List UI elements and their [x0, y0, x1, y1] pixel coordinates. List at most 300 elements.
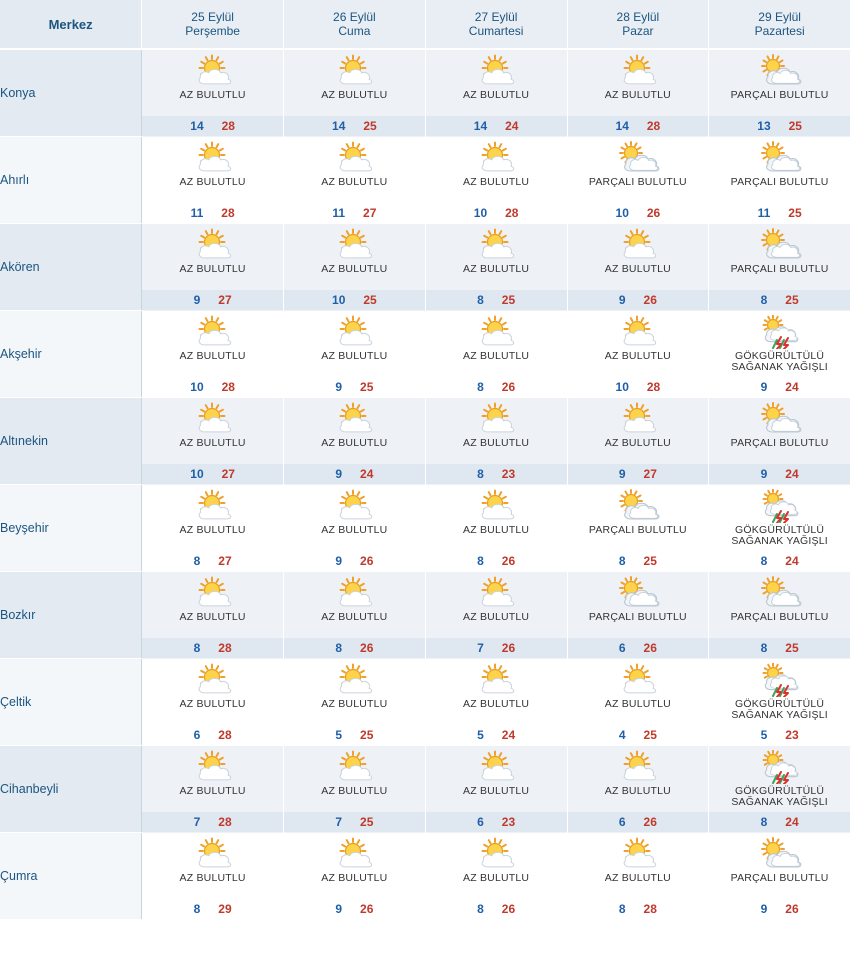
temperature-range — [426, 638, 567, 658]
temperature-range — [709, 812, 850, 832]
weather-description: AZ BULUTLU — [321, 175, 388, 188]
weather-description: AZ BULUTLU — [321, 89, 388, 101]
weather-description: PARÇALI BULUTLU — [730, 610, 829, 623]
forecast-cell-content — [284, 746, 425, 832]
forecast-cell-content — [568, 572, 709, 658]
forecast-cell-content — [426, 224, 567, 310]
temperature-range — [568, 203, 709, 223]
min-temperature: 9 — [760, 901, 768, 916]
temperature-range — [709, 899, 850, 919]
weather-description: AZ BULUTLU — [604, 349, 671, 362]
forecast-cell — [709, 311, 851, 398]
weather-description: AZ BULUTLU — [604, 871, 671, 884]
forecast-cell — [709, 224, 851, 311]
city-name-cell[interactable]: Çumra — [0, 833, 142, 920]
forecast-cell — [567, 137, 709, 224]
temperature-range — [284, 377, 425, 397]
sun-behind-small-cloud-icon — [190, 141, 236, 175]
sun-behind-small-cloud-icon — [473, 489, 519, 523]
forecast-cell — [284, 137, 426, 224]
sun-behind-small-cloud-icon — [190, 402, 236, 436]
max-temperature: 27 — [221, 466, 235, 481]
weather-description: AZ BULUTLU — [604, 89, 671, 101]
max-temperature: 25 — [360, 727, 374, 742]
forecast-cell-content — [284, 659, 425, 745]
min-temperature: 7 — [193, 814, 201, 829]
min-temperature: 10 — [615, 379, 629, 394]
sun-behind-cloud-icon — [757, 228, 803, 262]
weather-description: AZ BULUTLU — [463, 436, 530, 449]
sun-behind-small-cloud-icon — [615, 402, 661, 436]
forecast-cell — [425, 398, 567, 485]
min-temperature: 11 — [757, 205, 771, 220]
max-temperature: 26 — [360, 901, 374, 916]
forecast-cell — [567, 746, 709, 833]
forecast-cell-content — [142, 311, 283, 397]
temperature-range — [142, 638, 283, 658]
max-temperature: 25 — [363, 292, 377, 307]
weather-description: AZ BULUTLU — [463, 175, 530, 188]
max-temperature: 24 — [505, 119, 519, 133]
min-temperature: 14 — [190, 119, 204, 133]
sun-behind-small-cloud-icon — [331, 402, 377, 436]
temperature-range — [709, 203, 850, 223]
forecast-cell-content — [709, 224, 850, 310]
forecast-cell-content — [142, 485, 283, 571]
max-temperature: 24 — [360, 466, 374, 481]
max-temperature: 27 — [218, 292, 232, 307]
max-temperature: 28 — [218, 640, 232, 655]
sun-behind-small-cloud-icon — [473, 576, 519, 610]
sun-behind-small-cloud-icon — [331, 54, 377, 88]
temperature-range — [568, 899, 709, 919]
weather-description: AZ BULUTLU — [179, 610, 246, 623]
table-row — [0, 746, 851, 833]
temperature-range — [568, 116, 709, 136]
max-temperature: 28 — [221, 379, 235, 394]
forecast-cell — [142, 572, 284, 659]
weather-description: AZ BULUTLU — [179, 871, 246, 884]
weather-description: AZ BULUTLU — [463, 349, 530, 362]
weather-description: AZ BULUTLU — [604, 784, 671, 797]
sun-behind-small-cloud-icon — [190, 663, 236, 697]
forecast-cell-content — [709, 137, 850, 223]
table-row — [0, 398, 851, 485]
header-day-4 — [709, 0, 851, 49]
temperature-range — [709, 551, 850, 571]
min-temperature: 9 — [760, 379, 768, 394]
table-row — [0, 311, 851, 398]
min-temperature: 9 — [618, 292, 626, 307]
table-row — [0, 49, 851, 137]
sun-behind-small-cloud-icon — [331, 750, 377, 784]
sun-behind-small-cloud-icon — [331, 141, 377, 175]
min-temperature: 11 — [190, 205, 204, 220]
table-row — [0, 833, 851, 920]
forecast-cell — [142, 833, 284, 920]
weather-description: PARÇALI BULUTLU — [730, 175, 829, 188]
forecast-cell-content — [709, 833, 850, 919]
min-temperature: 8 — [618, 901, 626, 916]
weather-description: AZ BULUTLU — [463, 784, 530, 797]
city-name-cell[interactable]: Konya — [0, 49, 142, 137]
max-temperature: 28 — [646, 379, 661, 394]
min-temperature: 5 — [335, 727, 343, 742]
weather-description: AZ BULUTLU — [321, 262, 388, 275]
forecast-cell-content — [568, 833, 709, 919]
header-day-date: 29 Eylül — [758, 10, 801, 24]
temperature-range — [568, 464, 709, 484]
city-name-cell[interactable]: Ahırlı — [0, 137, 142, 224]
sun-behind-cloud-icon — [757, 576, 803, 610]
max-temperature: 25 — [360, 814, 374, 829]
max-temperature: 28 — [505, 205, 519, 220]
forecast-cell-content — [709, 572, 850, 658]
forecast-cell — [567, 224, 709, 311]
table-row — [0, 659, 851, 746]
forecast-cell-content — [426, 311, 567, 397]
min-temperature: 5 — [477, 727, 484, 742]
sun-behind-small-cloud-icon — [190, 576, 236, 610]
temperature-range — [568, 638, 709, 658]
temperature-range — [426, 725, 567, 745]
temperature-range — [709, 290, 850, 310]
forecast-cell-content — [142, 572, 283, 658]
weather-description: AZ BULUTLU — [179, 349, 246, 362]
weather-description: AZ BULUTLU — [179, 262, 246, 275]
weather-description: AZ BULUTLU — [463, 697, 530, 710]
sun-behind-small-cloud-icon — [615, 54, 661, 88]
weather-description: GÖKGÜRÜLTÜLÜ SAĞANAK YAĞIŞLI — [731, 784, 828, 808]
temperature-range — [284, 290, 425, 310]
header-day-1 — [284, 0, 426, 49]
weather-description: AZ BULUTLU — [463, 610, 530, 623]
weather-description: GÖKGÜRÜLTÜLÜ SAĞANAK YAĞIŞLI — [731, 697, 828, 721]
temperature-range — [426, 464, 567, 484]
forecast-cell — [284, 659, 426, 746]
sun-behind-small-cloud-icon — [190, 315, 236, 349]
sun-behind-cloud-icon — [757, 54, 803, 88]
forecast-cell — [709, 833, 851, 920]
header-day-date: 28 Eylül — [616, 10, 660, 24]
forecast-cell — [142, 398, 284, 485]
max-temperature: 23 — [501, 466, 516, 481]
max-temperature: 26 — [360, 553, 374, 568]
sun-behind-small-cloud-icon — [473, 141, 519, 175]
min-temperature: 8 — [760, 640, 768, 655]
sun-behind-small-cloud-icon — [190, 489, 236, 523]
temperature-range — [568, 551, 709, 571]
table-row — [0, 137, 851, 224]
forecast-cell — [142, 49, 284, 137]
weather-description: AZ BULUTLU — [604, 262, 671, 275]
temperature-range — [284, 464, 425, 484]
forecast-cell-content — [568, 659, 709, 745]
forecast-cell-content — [284, 137, 425, 223]
max-temperature: 26 — [501, 640, 516, 655]
forecast-cell — [425, 746, 567, 833]
forecast-cell — [284, 398, 426, 485]
max-temperature: 25 — [643, 727, 657, 742]
min-temperature: 9 — [760, 466, 768, 481]
min-temperature: 8 — [477, 901, 484, 916]
min-temperature: 8 — [760, 292, 768, 307]
temperature-range — [426, 290, 567, 310]
sun-behind-small-cloud-icon — [331, 576, 377, 610]
forecast-cell-content — [426, 398, 567, 484]
sun-behind-cloud-icon — [615, 489, 661, 523]
header-day-dow: Cumartesi — [468, 24, 524, 38]
forecast-cell-content — [284, 311, 425, 397]
city-name-cell[interactable]: Akören — [0, 224, 142, 311]
temperature-range — [426, 203, 567, 223]
forecast-cell-content — [426, 833, 567, 919]
temperature-range — [284, 725, 425, 745]
max-temperature: 27 — [643, 466, 657, 481]
thunderstorm-shower-icon — [757, 750, 803, 784]
weather-description: AZ BULUTLU — [179, 175, 246, 188]
temperature-range — [426, 116, 567, 136]
max-temperature: 27 — [363, 205, 377, 220]
forecast-cell-content — [709, 746, 850, 832]
min-temperature: 14 — [615, 119, 629, 133]
city-name-cell[interactable]: Akşehir — [0, 311, 142, 398]
min-temperature: 7 — [477, 640, 484, 655]
header-day-dow: Pazar — [622, 24, 654, 38]
forecast-cell — [709, 49, 851, 137]
max-temperature: 26 — [501, 901, 516, 916]
min-temperature: 8 — [477, 553, 484, 568]
max-temperature: 26 — [643, 814, 657, 829]
city-name-cell[interactable]: Beyşehir — [0, 485, 142, 572]
sun-behind-small-cloud-icon — [190, 750, 236, 784]
sun-behind-cloud-icon — [615, 576, 661, 610]
city-name-cell[interactable]: Bozkır — [0, 572, 142, 659]
min-temperature: 7 — [335, 814, 343, 829]
sun-behind-small-cloud-icon — [473, 315, 519, 349]
forecast-cell — [567, 49, 709, 137]
max-temperature: 25 — [363, 119, 377, 133]
weather-description: AZ BULUTLU — [321, 784, 388, 797]
weather-description: AZ BULUTLU — [321, 610, 388, 623]
header-day-dow: Pazartesi — [754, 24, 805, 38]
forecast-cell-content — [568, 137, 709, 223]
min-temperature: 13 — [757, 119, 771, 133]
weather-description: AZ BULUTLU — [321, 349, 388, 362]
max-temperature: 27 — [218, 553, 232, 568]
temperature-range — [426, 377, 567, 397]
max-temperature: 25 — [360, 379, 374, 394]
weather-description: PARÇALI BULUTLU — [730, 436, 829, 449]
weather-description: PARÇALI BULUTLU — [588, 523, 687, 536]
forecast-cell-content — [426, 485, 567, 571]
max-temperature: 26 — [643, 640, 657, 655]
sun-behind-small-cloud-icon — [331, 315, 377, 349]
min-temperature: 5 — [760, 727, 768, 742]
weather-description: PARÇALI BULUTLU — [588, 175, 687, 188]
sun-behind-small-cloud-icon — [190, 837, 236, 871]
weather-description: PARÇALI BULUTLU — [730, 89, 829, 101]
header-day-3 — [567, 0, 709, 49]
forecast-cell-content — [568, 50, 709, 136]
sun-behind-cloud-icon — [757, 141, 803, 175]
max-temperature: 26 — [646, 205, 661, 220]
sun-behind-small-cloud-icon — [190, 228, 236, 262]
forecast-cell-content — [568, 746, 709, 832]
city-name-cell[interactable]: Cihanbeyli — [0, 746, 142, 833]
max-temperature: 26 — [643, 292, 657, 307]
header-day-date: 26 Eylül — [333, 10, 376, 24]
sun-behind-small-cloud-icon — [331, 228, 377, 262]
max-temperature: 25 — [643, 553, 657, 568]
weather-description: GÖKGÜRÜLTÜLÜ SAĞANAK YAĞIŞLI — [731, 523, 828, 547]
min-temperature: 6 — [193, 727, 201, 742]
forecast-cell — [567, 485, 709, 572]
temperature-range — [142, 203, 283, 223]
forecast-cell — [425, 311, 567, 398]
temperature-range — [426, 899, 567, 919]
weather-description: AZ BULUTLU — [463, 262, 530, 275]
sun-behind-small-cloud-icon — [473, 228, 519, 262]
min-temperature: 8 — [618, 553, 626, 568]
temperature-range — [142, 551, 283, 571]
forecast-cell-content — [568, 311, 709, 397]
forecast-cell — [284, 49, 426, 137]
forecast-cell — [425, 485, 567, 572]
header-row — [0, 0, 851, 49]
min-temperature: 8 — [477, 379, 484, 394]
min-temperature: 9 — [335, 901, 343, 916]
sun-behind-small-cloud-icon — [473, 54, 519, 88]
min-temperature: 8 — [193, 640, 201, 655]
temperature-range — [284, 899, 425, 919]
weather-description: AZ BULUTLU — [604, 436, 671, 449]
forecast-cell-content — [142, 137, 283, 223]
forecast-cell — [284, 224, 426, 311]
sun-behind-small-cloud-icon — [615, 663, 661, 697]
sun-behind-cloud-icon — [615, 141, 661, 175]
table-header — [0, 0, 851, 49]
city-name-cell[interactable]: Çeltik — [0, 659, 142, 746]
temperature-range — [142, 812, 283, 832]
forecast-cell-content — [426, 50, 567, 136]
temperature-range — [142, 290, 283, 310]
forecast-cell — [425, 659, 567, 746]
forecast-cell-content — [426, 659, 567, 745]
sun-behind-small-cloud-icon — [615, 315, 661, 349]
forecast-cell — [284, 572, 426, 659]
sun-behind-cloud-icon — [757, 837, 803, 871]
max-temperature: 25 — [785, 292, 799, 307]
weather-description: AZ BULUTLU — [179, 697, 246, 710]
temperature-range — [568, 812, 709, 832]
forecast-cell — [425, 224, 567, 311]
forecast-cell-content — [142, 224, 283, 310]
temperature-range — [284, 638, 425, 658]
forecast-cell-content — [568, 485, 709, 571]
sun-behind-small-cloud-icon — [473, 402, 519, 436]
min-temperature: 9 — [335, 379, 343, 394]
max-temperature: 24 — [785, 379, 799, 394]
min-temperature: 9 — [618, 466, 626, 481]
max-temperature: 28 — [218, 727, 232, 742]
min-temperature: 6 — [618, 640, 626, 655]
temperature-range — [426, 812, 567, 832]
header-day-0 — [142, 0, 284, 49]
header-center-label: Merkez — [48, 16, 93, 32]
header-day-2 — [425, 0, 567, 49]
forecast-cell — [709, 659, 851, 746]
forecast-cell — [425, 833, 567, 920]
weather-description: PARÇALI BULUTLU — [730, 262, 829, 275]
max-temperature: 28 — [646, 119, 661, 133]
forecast-cell-content — [284, 833, 425, 919]
weather-description: AZ BULUTLU — [463, 871, 530, 884]
forecast-cell-content — [568, 224, 709, 310]
forecast-cell — [284, 833, 426, 920]
forecast-cell-content — [284, 224, 425, 310]
weather-description: GÖKGÜRÜLTÜLÜ SAĞANAK YAĞIŞLI — [731, 349, 828, 373]
max-temperature: 25 — [788, 205, 802, 220]
weather-description: AZ BULUTLU — [179, 784, 246, 797]
forecast-cell-content — [142, 50, 283, 136]
forecast-cell — [142, 485, 284, 572]
max-temperature: 26 — [501, 553, 516, 568]
temperature-range — [568, 725, 709, 745]
forecast-cell — [709, 398, 851, 485]
max-temperature: 25 — [501, 292, 516, 307]
forecast-cell — [425, 572, 567, 659]
thunderstorm-shower-icon — [757, 489, 803, 523]
max-temperature: 26 — [501, 379, 516, 394]
forecast-cell-content — [284, 50, 425, 136]
max-temperature: 28 — [221, 119, 235, 133]
min-temperature: 10 — [332, 292, 346, 307]
forecast-cell — [567, 659, 709, 746]
weather-description: AZ BULUTLU — [463, 523, 530, 536]
temperature-range — [568, 377, 709, 397]
forecast-cell-content — [142, 833, 283, 919]
max-temperature: 28 — [218, 814, 232, 829]
forecast-cell — [425, 137, 567, 224]
forecast-cell-content — [709, 398, 850, 484]
min-temperature: 9 — [193, 292, 201, 307]
temperature-range — [142, 377, 283, 397]
max-temperature: 25 — [785, 640, 799, 655]
temperature-range — [709, 725, 850, 745]
min-temperature: 8 — [193, 553, 201, 568]
forecast-cell-content — [426, 572, 567, 658]
max-temperature: 24 — [785, 553, 799, 568]
forecast-cell — [142, 746, 284, 833]
forecast-cell-content — [284, 398, 425, 484]
forecast-cell — [567, 311, 709, 398]
forecast-cell-content — [709, 485, 850, 571]
max-temperature: 24 — [785, 814, 799, 829]
forecast-cell-content — [709, 311, 850, 397]
min-temperature: 8 — [477, 292, 484, 307]
city-name-cell[interactable]: Altınekin — [0, 398, 142, 485]
forecast-cell — [142, 659, 284, 746]
min-temperature: 8 — [193, 901, 201, 916]
table-row — [0, 224, 851, 311]
forecast-cell-content — [568, 398, 709, 484]
header-day-dow: Perşembe — [185, 24, 240, 38]
max-temperature: 28 — [221, 205, 235, 220]
temperature-range — [709, 464, 850, 484]
weather-description: AZ BULUTLU — [179, 89, 246, 101]
sun-behind-small-cloud-icon — [331, 837, 377, 871]
